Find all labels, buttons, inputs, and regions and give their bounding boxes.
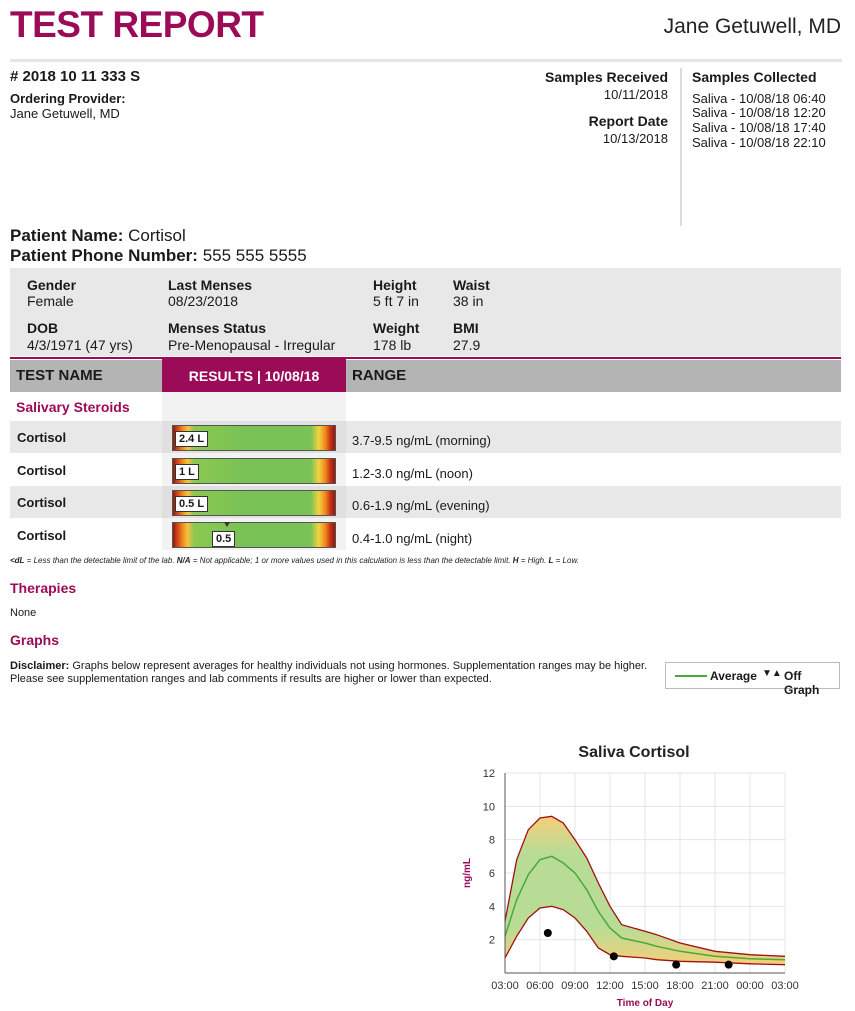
report-date: 10/13/2018 bbox=[602, 131, 668, 146]
patient-phone: Patient Phone Number: 555 555 5555 bbox=[10, 246, 307, 265]
report-date-label: Report Date bbox=[588, 113, 668, 129]
last-menses-value: 08/23/2018 bbox=[168, 293, 239, 309]
range-cell: 0.6-1.9 ng/mL (evening) bbox=[352, 498, 490, 513]
result-range-bar bbox=[172, 522, 336, 548]
test-name-cell: Cortisol bbox=[17, 463, 67, 478]
samples-received-date: 10/11/2018 bbox=[603, 87, 668, 102]
range-cell: 0.4-1.0 ng/mL (night) bbox=[352, 531, 473, 546]
header-vertical-divider bbox=[680, 68, 682, 226]
x-tick-label: 12:00 bbox=[596, 980, 624, 992]
samples-received-label: Samples Received bbox=[545, 69, 668, 85]
dob-label: DOB bbox=[27, 320, 59, 336]
patient-result-point bbox=[610, 952, 618, 960]
x-tick-label: 03:00 bbox=[771, 980, 799, 992]
result-value-tag: 0.5 bbox=[212, 531, 235, 547]
test-name-cell: Cortisol bbox=[17, 528, 67, 543]
y-tick-label: 4 bbox=[488, 901, 495, 914]
weight-value: 178 lb bbox=[373, 337, 412, 353]
y-tick-label: 12 bbox=[482, 768, 495, 780]
abbreviation-footnote: <dL = Less than the detectable limit of the lab. N/A = Not applicable; 1 or more values used in this calculation is less than the detectable limit. H = High. L = Low. bbox=[10, 556, 579, 565]
col-results: RESULTS | 10/08/18 bbox=[162, 358, 346, 392]
patient-demographics bbox=[10, 268, 841, 356]
result-value-tag: 2.4 L bbox=[175, 431, 208, 447]
x-axis-label: Time of Day bbox=[616, 998, 674, 1009]
patient-result-point bbox=[725, 961, 733, 969]
x-tick-label: 09:00 bbox=[561, 980, 589, 992]
range-cell: 3.7-9.5 ng/mL (morning) bbox=[352, 433, 491, 448]
samples-collected-label: Samples Collected bbox=[692, 69, 817, 85]
waist-label: Waist bbox=[453, 277, 490, 293]
result-range-bar bbox=[172, 425, 336, 451]
weight-label: Weight bbox=[373, 320, 420, 336]
y-tick-label: 8 bbox=[488, 834, 495, 847]
x-tick-label: 03:00 bbox=[491, 980, 519, 992]
menses-status-label: Menses Status bbox=[168, 320, 267, 336]
x-tick-label: 21:00 bbox=[701, 980, 729, 992]
doctor-name: Jane Getuwell, MD bbox=[663, 15, 841, 38]
table-header bbox=[10, 360, 841, 392]
y-tick-label: 10 bbox=[482, 801, 495, 814]
test-name-cell: Cortisol bbox=[17, 495, 67, 510]
ordering-provider: Jane Getuwell, MD bbox=[10, 106, 120, 121]
legend-off-graph-label: Off Graph bbox=[784, 669, 820, 697]
legend-average-label: Average bbox=[710, 669, 757, 683]
x-tick-label: 15:00 bbox=[631, 980, 659, 992]
range-cell: 1.2-3.0 ng/mL (noon) bbox=[352, 466, 473, 481]
dob-value: 4/3/1971 (47 yrs) bbox=[27, 337, 133, 353]
height-label: Height bbox=[373, 277, 417, 293]
table-top-rule bbox=[10, 357, 841, 359]
result-range-bar bbox=[172, 490, 336, 516]
graphs-title: Graphs bbox=[10, 632, 60, 648]
section-salivary-steroids: Salivary Steroids bbox=[16, 399, 130, 415]
patient-result-point bbox=[544, 929, 552, 937]
result-value-tag: 0.5 L bbox=[175, 496, 208, 512]
last-menses-label: Last Menses bbox=[168, 277, 253, 293]
y-tick-label: 2 bbox=[488, 934, 495, 947]
patient-name: Patient Name: Cortisol bbox=[10, 226, 186, 245]
saliva-cortisol-chart bbox=[445, 735, 800, 1011]
legend-average-line bbox=[675, 675, 707, 677]
sample-collected-3: Saliva - 10/08/18 17:40 bbox=[692, 120, 826, 135]
bmi-value: 27.9 bbox=[453, 337, 481, 353]
report-title: TEST REPORT bbox=[10, 4, 264, 45]
gender-label: Gender bbox=[27, 277, 77, 293]
ordering-provider-label: Ordering Provider: bbox=[10, 91, 126, 106]
gender-value: Female bbox=[27, 293, 74, 309]
therapies-value: None bbox=[10, 607, 37, 619]
col-range: RANGE bbox=[352, 367, 407, 384]
x-tick-label: 00:00 bbox=[736, 980, 764, 992]
chart-title: Saliva Cortisol bbox=[578, 744, 690, 761]
y-axis-label: ng/mL bbox=[462, 858, 473, 888]
test-name-cell: Cortisol bbox=[17, 430, 67, 445]
report-number: # 2018 10 11 333 S bbox=[10, 68, 141, 85]
x-tick-label: 18:00 bbox=[666, 980, 694, 992]
patient-result-point bbox=[672, 961, 680, 969]
menses-status-value: Pre-Menopausal - Irregular bbox=[168, 337, 336, 353]
result-range-bar bbox=[172, 458, 336, 484]
result-value-tag: 1 L bbox=[175, 464, 199, 480]
graphs-disclaimer: Disclaimer: Graphs below represent averages for healthy individuals not using hormones. Supplementation ranges may be higher. Please see supplementation ranges and lab comments if results are higher or lower than expected. bbox=[10, 660, 648, 685]
chart-legend bbox=[665, 662, 840, 697]
off-graph-icon: ▼▲ bbox=[762, 668, 782, 679]
header-divider bbox=[10, 59, 842, 62]
col-test-name: TEST NAME bbox=[16, 367, 103, 384]
sample-collected-4: Saliva - 10/08/18 22:10 bbox=[692, 135, 826, 150]
result-marker-icon bbox=[224, 522, 230, 527]
waist-value: 38 in bbox=[453, 293, 484, 309]
sample-collected-1: Saliva - 10/08/18 06:40 bbox=[692, 91, 826, 106]
bmi-label: BMI bbox=[453, 320, 479, 336]
height-value: 5 ft 7 in bbox=[373, 293, 419, 309]
y-tick-label: 6 bbox=[488, 868, 495, 880]
therapies-title: Therapies bbox=[10, 580, 77, 596]
x-tick-label: 06:00 bbox=[526, 980, 554, 992]
sample-collected-2: Saliva - 10/08/18 12:20 bbox=[692, 105, 826, 120]
